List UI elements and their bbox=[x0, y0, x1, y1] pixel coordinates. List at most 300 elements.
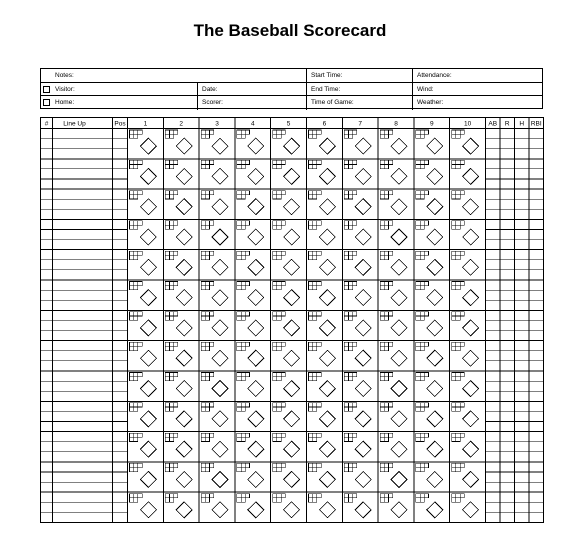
pitch-count-box[interactable] bbox=[138, 494, 142, 498]
pitch-count-box[interactable] bbox=[452, 494, 456, 498]
pitch-count-box[interactable] bbox=[317, 372, 321, 376]
pitch-count-box[interactable] bbox=[344, 346, 348, 350]
pitch-count-box[interactable] bbox=[201, 160, 205, 164]
base-diamond-icon[interactable] bbox=[391, 138, 407, 154]
base-diamond-icon[interactable] bbox=[140, 381, 156, 397]
pitch-count-box[interactable] bbox=[138, 463, 142, 467]
pitch-count-box[interactable] bbox=[134, 494, 138, 498]
pitch-count-box[interactable] bbox=[210, 251, 214, 255]
pitch-count-box[interactable] bbox=[273, 372, 277, 376]
pitch-count-box[interactable] bbox=[277, 255, 281, 259]
pitch-count-box[interactable] bbox=[130, 377, 134, 381]
pitch-count-box[interactable] bbox=[237, 342, 241, 346]
pitch-count-box[interactable] bbox=[460, 160, 464, 164]
pitch-count-box[interactable] bbox=[416, 346, 420, 350]
pitch-count-box[interactable] bbox=[416, 407, 420, 411]
base-diamond-icon[interactable] bbox=[319, 290, 335, 306]
base-diamond-icon[interactable] bbox=[176, 138, 192, 154]
base-diamond-icon[interactable] bbox=[463, 502, 479, 518]
pitch-count-box[interactable] bbox=[205, 225, 209, 229]
base-diamond-icon[interactable] bbox=[284, 168, 300, 184]
pitch-count-box[interactable] bbox=[353, 463, 357, 467]
base-diamond-icon[interactable] bbox=[176, 350, 192, 366]
pitch-count-box[interactable] bbox=[273, 346, 277, 350]
pitch-count-box[interactable] bbox=[420, 255, 424, 259]
pitch-count-box[interactable] bbox=[241, 282, 245, 286]
pitch-count-box[interactable] bbox=[384, 165, 388, 169]
base-diamond-icon[interactable] bbox=[427, 350, 443, 366]
base-diamond-icon[interactable] bbox=[212, 471, 228, 487]
base-diamond-icon[interactable] bbox=[248, 320, 264, 336]
pitch-count-box[interactable] bbox=[277, 346, 281, 350]
pitch-count-box[interactable] bbox=[201, 251, 205, 255]
base-diamond-icon[interactable] bbox=[463, 138, 479, 154]
pitch-count-box[interactable] bbox=[205, 433, 209, 437]
pitch-count-box[interactable] bbox=[241, 372, 245, 376]
pitch-count-box[interactable] bbox=[353, 433, 357, 437]
pitch-count-box[interactable] bbox=[420, 130, 424, 134]
pitch-count-box[interactable] bbox=[416, 312, 420, 316]
pitch-count-box[interactable] bbox=[452, 255, 456, 259]
pitch-count-box[interactable] bbox=[380, 134, 384, 138]
pitch-count-box[interactable] bbox=[344, 130, 348, 134]
pitch-count-box[interactable] bbox=[201, 433, 205, 437]
pitch-count-box[interactable] bbox=[170, 498, 174, 502]
pitch-count-box[interactable] bbox=[130, 195, 134, 199]
pitch-count-box[interactable] bbox=[384, 221, 388, 225]
pitch-count-box[interactable] bbox=[416, 463, 420, 467]
pitch-count-box[interactable] bbox=[384, 437, 388, 441]
pitch-count-box[interactable] bbox=[170, 251, 174, 255]
base-diamond-icon[interactable] bbox=[391, 471, 407, 487]
pitch-count-box[interactable] bbox=[170, 165, 174, 169]
pitch-count-box[interactable] bbox=[205, 316, 209, 320]
pitch-count-box[interactable] bbox=[309, 372, 313, 376]
pitch-count-box[interactable] bbox=[452, 312, 456, 316]
pitch-count-box[interactable] bbox=[170, 342, 174, 346]
pitch-count-box[interactable] bbox=[273, 463, 277, 467]
pitch-count-box[interactable] bbox=[309, 251, 313, 255]
pitch-count-box[interactable] bbox=[349, 468, 353, 472]
pitch-count-box[interactable] bbox=[237, 165, 241, 169]
base-diamond-icon[interactable] bbox=[463, 290, 479, 306]
pitch-count-box[interactable] bbox=[424, 372, 428, 376]
pitch-count-box[interactable] bbox=[389, 463, 393, 467]
pitch-count-box[interactable] bbox=[416, 134, 420, 138]
pitch-count-box[interactable] bbox=[277, 372, 281, 376]
pitch-count-box[interactable] bbox=[165, 433, 169, 437]
pitch-count-box[interactable] bbox=[165, 286, 169, 290]
pitch-count-box[interactable] bbox=[317, 282, 321, 286]
pitch-count-box[interactable] bbox=[205, 282, 209, 286]
base-diamond-icon[interactable] bbox=[248, 471, 264, 487]
pitch-count-box[interactable] bbox=[416, 433, 420, 437]
pitch-count-box[interactable] bbox=[201, 494, 205, 498]
base-diamond-icon[interactable] bbox=[176, 320, 192, 336]
pitch-count-box[interactable] bbox=[420, 286, 424, 290]
pitch-count-box[interactable] bbox=[452, 407, 456, 411]
base-diamond-icon[interactable] bbox=[355, 138, 371, 154]
pitch-count-box[interactable] bbox=[460, 312, 464, 316]
pitch-count-box[interactable] bbox=[237, 403, 241, 407]
pitch-count-box[interactable] bbox=[349, 463, 353, 467]
base-diamond-icon[interactable] bbox=[319, 199, 335, 215]
pitch-count-box[interactable] bbox=[241, 286, 245, 290]
pitch-count-box[interactable] bbox=[353, 312, 357, 316]
pitch-count-box[interactable] bbox=[380, 403, 384, 407]
pitch-count-box[interactable] bbox=[344, 312, 348, 316]
pitch-count-box[interactable] bbox=[380, 407, 384, 411]
pitch-count-box[interactable] bbox=[313, 251, 317, 255]
pitch-count-box[interactable] bbox=[241, 134, 245, 138]
base-diamond-icon[interactable] bbox=[355, 350, 371, 366]
pitch-count-box[interactable] bbox=[452, 286, 456, 290]
pitch-count-box[interactable] bbox=[273, 221, 277, 225]
base-diamond-icon[interactable] bbox=[391, 320, 407, 336]
pitch-count-box[interactable] bbox=[273, 251, 277, 255]
pitch-count-box[interactable] bbox=[165, 346, 169, 350]
pitch-count-box[interactable] bbox=[205, 346, 209, 350]
pitch-count-box[interactable] bbox=[273, 165, 277, 169]
pitch-count-box[interactable] bbox=[344, 463, 348, 467]
pitch-count-box[interactable] bbox=[452, 282, 456, 286]
pitch-count-box[interactable] bbox=[130, 316, 134, 320]
base-diamond-icon[interactable] bbox=[319, 259, 335, 275]
pitch-count-box[interactable] bbox=[344, 433, 348, 437]
pitch-count-box[interactable] bbox=[416, 165, 420, 169]
pitch-count-box[interactable] bbox=[210, 494, 214, 498]
base-diamond-icon[interactable] bbox=[463, 441, 479, 457]
pitch-count-box[interactable] bbox=[273, 130, 277, 134]
pitch-count-box[interactable] bbox=[174, 221, 178, 225]
base-diamond-icon[interactable] bbox=[284, 441, 300, 457]
pitch-count-box[interactable] bbox=[210, 312, 214, 316]
base-diamond-icon[interactable] bbox=[463, 350, 479, 366]
base-diamond-icon[interactable] bbox=[176, 502, 192, 518]
pitch-count-box[interactable] bbox=[313, 377, 317, 381]
pitch-count-box[interactable] bbox=[170, 312, 174, 316]
pitch-count-box[interactable] bbox=[416, 498, 420, 502]
pitch-count-box[interactable] bbox=[313, 130, 317, 134]
pitch-count-box[interactable] bbox=[170, 407, 174, 411]
pitch-count-box[interactable] bbox=[237, 282, 241, 286]
base-diamond-icon[interactable] bbox=[427, 259, 443, 275]
pitch-count-box[interactable] bbox=[237, 407, 241, 411]
pitch-count-box[interactable] bbox=[313, 433, 317, 437]
pitch-count-box[interactable] bbox=[210, 372, 214, 376]
pitch-count-box[interactable] bbox=[420, 312, 424, 316]
pitch-count-box[interactable] bbox=[349, 221, 353, 225]
pitch-count-box[interactable] bbox=[420, 433, 424, 437]
pitch-count-box[interactable] bbox=[170, 255, 174, 259]
pitch-count-box[interactable] bbox=[134, 433, 138, 437]
pitch-count-box[interactable] bbox=[165, 312, 169, 316]
pitch-count-box[interactable] bbox=[416, 160, 420, 164]
pitch-count-box[interactable] bbox=[416, 403, 420, 407]
pitch-count-box[interactable] bbox=[205, 255, 209, 259]
pitch-count-box[interactable] bbox=[130, 498, 134, 502]
pitch-count-box[interactable] bbox=[452, 433, 456, 437]
pitch-count-box[interactable] bbox=[389, 221, 393, 225]
pitch-count-box[interactable] bbox=[165, 134, 169, 138]
pitch-count-box[interactable] bbox=[165, 463, 169, 467]
pitch-count-box[interactable] bbox=[344, 372, 348, 376]
pitch-count-box[interactable] bbox=[281, 433, 285, 437]
pitch-count-box[interactable] bbox=[456, 316, 460, 320]
pitch-count-box[interactable] bbox=[420, 282, 424, 286]
pitch-count-box[interactable] bbox=[205, 134, 209, 138]
base-diamond-icon[interactable] bbox=[284, 138, 300, 154]
pitch-count-box[interactable] bbox=[210, 160, 214, 164]
pitch-count-box[interactable] bbox=[241, 342, 245, 346]
pitch-count-box[interactable] bbox=[344, 282, 348, 286]
pitch-count-box[interactable] bbox=[309, 437, 313, 441]
base-diamond-icon[interactable] bbox=[391, 259, 407, 275]
base-diamond-icon[interactable] bbox=[140, 350, 156, 366]
pitch-count-box[interactable] bbox=[424, 312, 428, 316]
pitch-count-box[interactable] bbox=[165, 195, 169, 199]
pitch-count-box[interactable] bbox=[384, 372, 388, 376]
pitch-count-box[interactable] bbox=[420, 316, 424, 320]
pitch-count-box[interactable] bbox=[165, 225, 169, 229]
pitch-count-box[interactable] bbox=[456, 433, 460, 437]
pitch-count-box[interactable] bbox=[201, 342, 205, 346]
base-diamond-icon[interactable] bbox=[319, 471, 335, 487]
pitch-count-box[interactable] bbox=[245, 160, 249, 164]
base-diamond-icon[interactable] bbox=[284, 350, 300, 366]
pitch-count-box[interactable] bbox=[210, 130, 214, 134]
pitch-count-box[interactable] bbox=[452, 437, 456, 441]
pitch-count-box[interactable] bbox=[452, 225, 456, 229]
pitch-count-box[interactable] bbox=[460, 221, 464, 225]
pitch-count-box[interactable] bbox=[452, 191, 456, 195]
base-diamond-icon[interactable] bbox=[355, 290, 371, 306]
pitch-count-box[interactable] bbox=[424, 433, 428, 437]
base-diamond-icon[interactable] bbox=[140, 290, 156, 306]
pitch-count-box[interactable] bbox=[456, 225, 460, 229]
pitch-count-box[interactable] bbox=[420, 346, 424, 350]
pitch-count-box[interactable] bbox=[456, 372, 460, 376]
base-diamond-icon[interactable] bbox=[355, 199, 371, 215]
pitch-count-box[interactable] bbox=[416, 377, 420, 381]
pitch-count-box[interactable] bbox=[170, 282, 174, 286]
pitch-count-box[interactable] bbox=[420, 221, 424, 225]
pitch-count-box[interactable] bbox=[309, 134, 313, 138]
pitch-count-box[interactable] bbox=[130, 468, 134, 472]
pitch-count-box[interactable] bbox=[380, 160, 384, 164]
base-diamond-icon[interactable] bbox=[463, 381, 479, 397]
pitch-count-box[interactable] bbox=[416, 468, 420, 472]
base-diamond-icon[interactable] bbox=[391, 350, 407, 366]
pitch-count-box[interactable] bbox=[281, 130, 285, 134]
pitch-count-box[interactable] bbox=[452, 195, 456, 199]
pitch-count-box[interactable] bbox=[456, 221, 460, 225]
pitch-count-box[interactable] bbox=[165, 191, 169, 195]
pitch-count-box[interactable] bbox=[134, 130, 138, 134]
pitch-count-box[interactable] bbox=[353, 130, 357, 134]
pitch-count-box[interactable] bbox=[309, 165, 313, 169]
pitch-count-box[interactable] bbox=[384, 286, 388, 290]
pitch-count-box[interactable] bbox=[134, 134, 138, 138]
pitch-count-box[interactable] bbox=[456, 346, 460, 350]
pitch-count-box[interactable] bbox=[273, 433, 277, 437]
pitch-count-box[interactable] bbox=[174, 403, 178, 407]
pitch-count-box[interactable] bbox=[456, 165, 460, 169]
pitch-count-box[interactable] bbox=[456, 286, 460, 290]
pitch-count-box[interactable] bbox=[201, 316, 205, 320]
pitch-count-box[interactable] bbox=[389, 403, 393, 407]
pitch-count-box[interactable] bbox=[201, 437, 205, 441]
pitch-count-box[interactable] bbox=[134, 468, 138, 472]
pitch-count-box[interactable] bbox=[389, 433, 393, 437]
pitch-count-box[interactable] bbox=[205, 286, 209, 290]
pitch-count-box[interactable] bbox=[241, 433, 245, 437]
pitch-count-box[interactable] bbox=[201, 286, 205, 290]
pitch-count-box[interactable] bbox=[130, 437, 134, 441]
pitch-count-box[interactable] bbox=[241, 316, 245, 320]
base-diamond-icon[interactable] bbox=[176, 441, 192, 457]
pitch-count-box[interactable] bbox=[277, 494, 281, 498]
pitch-count-box[interactable] bbox=[420, 160, 424, 164]
pitch-count-box[interactable] bbox=[273, 134, 277, 138]
pitch-count-box[interactable] bbox=[277, 468, 281, 472]
pitch-count-box[interactable] bbox=[309, 255, 313, 259]
base-diamond-icon[interactable] bbox=[140, 138, 156, 154]
base-diamond-icon[interactable] bbox=[319, 320, 335, 336]
pitch-count-box[interactable] bbox=[452, 346, 456, 350]
pitch-count-box[interactable] bbox=[201, 195, 205, 199]
pitch-count-box[interactable] bbox=[452, 251, 456, 255]
pitch-count-box[interactable] bbox=[134, 403, 138, 407]
pitch-count-box[interactable] bbox=[416, 225, 420, 229]
base-diamond-icon[interactable] bbox=[284, 502, 300, 518]
pitch-count-box[interactable] bbox=[456, 130, 460, 134]
pitch-count-box[interactable] bbox=[313, 346, 317, 350]
pitch-count-box[interactable] bbox=[420, 195, 424, 199]
pitch-count-box[interactable] bbox=[353, 342, 357, 346]
pitch-count-box[interactable] bbox=[384, 463, 388, 467]
base-diamond-icon[interactable] bbox=[319, 411, 335, 427]
pitch-count-box[interactable] bbox=[344, 342, 348, 346]
pitch-count-box[interactable] bbox=[241, 160, 245, 164]
pitch-count-box[interactable] bbox=[241, 191, 245, 195]
pitch-count-box[interactable] bbox=[237, 346, 241, 350]
pitch-count-box[interactable] bbox=[460, 494, 464, 498]
pitch-count-box[interactable] bbox=[349, 494, 353, 498]
pitch-count-box[interactable] bbox=[384, 255, 388, 259]
pitch-count-box[interactable] bbox=[380, 312, 384, 316]
base-diamond-icon[interactable] bbox=[248, 199, 264, 215]
base-diamond-icon[interactable] bbox=[212, 320, 228, 336]
pitch-count-box[interactable] bbox=[349, 195, 353, 199]
base-diamond-icon[interactable] bbox=[176, 471, 192, 487]
pitch-count-box[interactable] bbox=[416, 437, 420, 441]
pitch-count-box[interactable] bbox=[277, 316, 281, 320]
base-diamond-icon[interactable] bbox=[463, 471, 479, 487]
base-diamond-icon[interactable] bbox=[355, 381, 371, 397]
pitch-count-box[interactable] bbox=[174, 312, 178, 316]
pitch-count-box[interactable] bbox=[245, 130, 249, 134]
base-diamond-icon[interactable] bbox=[176, 199, 192, 215]
pitch-count-box[interactable] bbox=[460, 372, 464, 376]
pitch-count-box[interactable] bbox=[205, 251, 209, 255]
pitch-count-box[interactable] bbox=[237, 195, 241, 199]
pitch-count-box[interactable] bbox=[201, 282, 205, 286]
pitch-count-box[interactable] bbox=[460, 282, 464, 286]
pitch-count-box[interactable] bbox=[317, 312, 321, 316]
pitch-count-box[interactable] bbox=[313, 372, 317, 376]
pitch-count-box[interactable] bbox=[201, 407, 205, 411]
pitch-count-box[interactable] bbox=[380, 433, 384, 437]
pitch-count-box[interactable] bbox=[237, 316, 241, 320]
pitch-count-box[interactable] bbox=[313, 463, 317, 467]
pitch-count-box[interactable] bbox=[134, 251, 138, 255]
pitch-count-box[interactable] bbox=[241, 165, 245, 169]
pitch-count-box[interactable] bbox=[460, 463, 464, 467]
pitch-count-box[interactable] bbox=[174, 433, 178, 437]
pitch-count-box[interactable] bbox=[170, 463, 174, 467]
pitch-count-box[interactable] bbox=[349, 255, 353, 259]
pitch-count-box[interactable] bbox=[460, 130, 464, 134]
base-diamond-icon[interactable] bbox=[212, 502, 228, 518]
pitch-count-box[interactable] bbox=[273, 407, 277, 411]
pitch-count-box[interactable] bbox=[245, 191, 249, 195]
base-diamond-icon[interactable] bbox=[248, 229, 264, 245]
pitch-count-box[interactable] bbox=[309, 225, 313, 229]
base-diamond-icon[interactable] bbox=[355, 320, 371, 336]
pitch-count-box[interactable] bbox=[416, 255, 420, 259]
pitch-count-box[interactable] bbox=[349, 342, 353, 346]
base-diamond-icon[interactable] bbox=[355, 502, 371, 518]
pitch-count-box[interactable] bbox=[165, 130, 169, 134]
pitch-count-box[interactable] bbox=[380, 251, 384, 255]
base-diamond-icon[interactable] bbox=[248, 290, 264, 306]
pitch-count-box[interactable] bbox=[384, 316, 388, 320]
base-diamond-icon[interactable] bbox=[427, 199, 443, 215]
base-diamond-icon[interactable] bbox=[140, 259, 156, 275]
pitch-count-box[interactable] bbox=[277, 407, 281, 411]
pitch-count-box[interactable] bbox=[170, 403, 174, 407]
pitch-count-box[interactable] bbox=[245, 282, 249, 286]
pitch-count-box[interactable] bbox=[134, 165, 138, 169]
pitch-count-box[interactable] bbox=[424, 221, 428, 225]
pitch-count-box[interactable] bbox=[205, 494, 209, 498]
pitch-count-box[interactable] bbox=[170, 286, 174, 290]
pitch-count-box[interactable] bbox=[349, 282, 353, 286]
pitch-count-box[interactable] bbox=[424, 342, 428, 346]
pitch-count-box[interactable] bbox=[205, 463, 209, 467]
base-diamond-icon[interactable] bbox=[248, 350, 264, 366]
pitch-count-box[interactable] bbox=[309, 282, 313, 286]
pitch-count-box[interactable] bbox=[344, 403, 348, 407]
pitch-count-box[interactable] bbox=[201, 468, 205, 472]
base-diamond-icon[interactable] bbox=[284, 411, 300, 427]
base-diamond-icon[interactable] bbox=[427, 441, 443, 457]
base-diamond-icon[interactable] bbox=[140, 502, 156, 518]
pitch-count-box[interactable] bbox=[416, 191, 420, 195]
pitch-count-box[interactable] bbox=[134, 463, 138, 467]
pitch-count-box[interactable] bbox=[389, 130, 393, 134]
pitch-count-box[interactable] bbox=[349, 191, 353, 195]
pitch-count-box[interactable] bbox=[420, 134, 424, 138]
base-diamond-icon[interactable] bbox=[140, 199, 156, 215]
pitch-count-box[interactable] bbox=[416, 494, 420, 498]
pitch-count-box[interactable] bbox=[277, 286, 281, 290]
pitch-count-box[interactable] bbox=[281, 282, 285, 286]
pitch-count-box[interactable] bbox=[165, 377, 169, 381]
base-diamond-icon[interactable] bbox=[355, 411, 371, 427]
pitch-count-box[interactable] bbox=[273, 191, 277, 195]
